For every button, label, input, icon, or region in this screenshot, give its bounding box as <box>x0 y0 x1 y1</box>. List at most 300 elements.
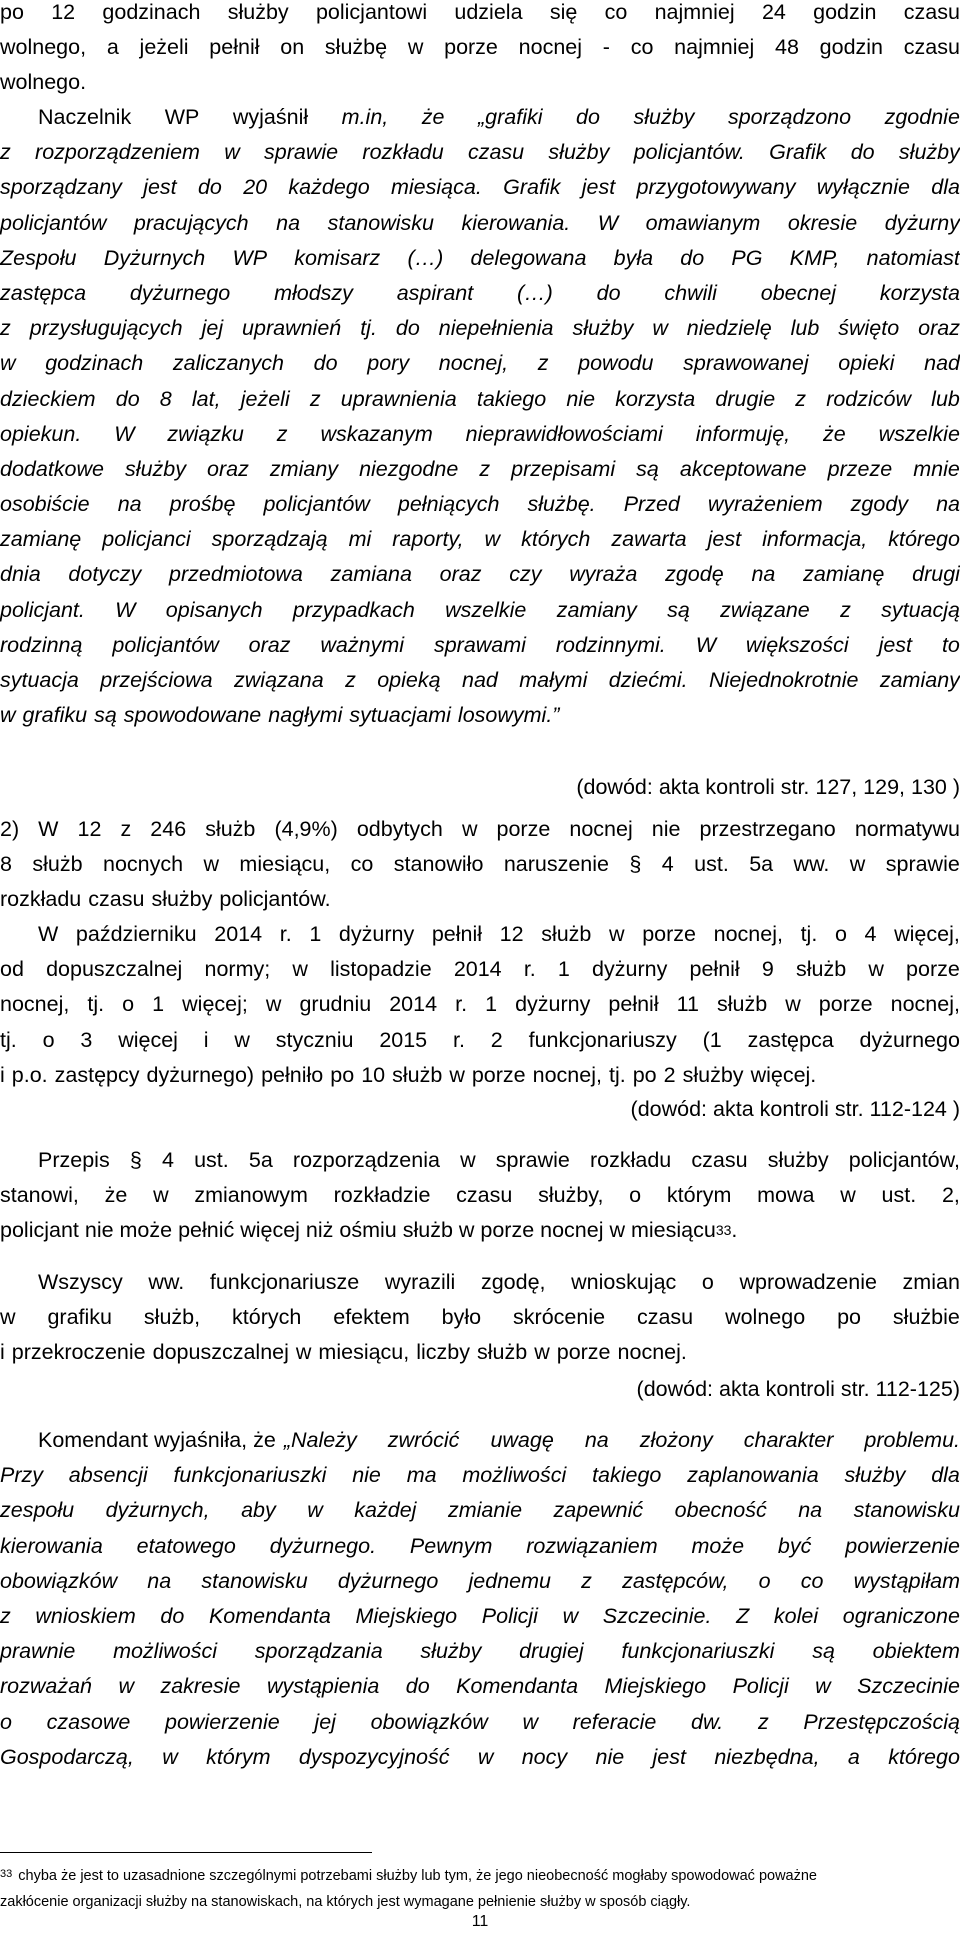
word: pory <box>367 351 410 376</box>
word: Z <box>736 1603 750 1628</box>
word: wolnego. <box>0 70 87 95</box>
word: rozwiązaniem <box>526 1533 658 1558</box>
text-line <box>0 1423 960 1458</box>
word: w <box>477 1744 494 1769</box>
word: 4 <box>864 922 877 946</box>
text-line <box>0 452 960 487</box>
word: Przestępczością <box>803 1709 960 1734</box>
word: najmniej <box>654 0 735 24</box>
word: 4 <box>661 852 674 877</box>
word: tj. <box>87 992 105 1017</box>
word: nocnej <box>569 817 633 841</box>
word: ograniczone <box>842 1603 960 1628</box>
word: mnie <box>913 456 960 481</box>
word: policjanci <box>102 527 191 552</box>
word: sytuacją <box>881 597 960 622</box>
word: § <box>129 1148 142 1172</box>
word: którego <box>888 1744 960 1769</box>
word: nagłymi <box>268 703 343 728</box>
text-line <box>0 987 960 1022</box>
word: „Należy <box>283 1428 357 1452</box>
word: po <box>330 1062 355 1087</box>
word: wystąpiłam <box>853 1568 960 1593</box>
word: jest <box>581 175 616 200</box>
word: a <box>847 1744 860 1769</box>
word: (1 <box>702 1027 722 1052</box>
text-line <box>0 1335 960 1370</box>
word: oraz <box>248 632 291 657</box>
word: ust. <box>194 1148 229 1172</box>
word: służby <box>151 887 213 912</box>
word: Policji <box>481 1603 538 1628</box>
word: tj. <box>360 316 377 341</box>
word: o <box>758 1568 771 1593</box>
word: służby <box>844 1463 906 1488</box>
word: prośbę <box>169 492 236 517</box>
word: 1 <box>557 957 570 982</box>
word: miesiącu, <box>318 1340 410 1365</box>
word: sprawami <box>433 632 526 657</box>
word: służby <box>633 105 695 129</box>
text-line <box>0 1529 960 1564</box>
word: delegowana <box>470 245 587 270</box>
word: chwili <box>664 280 717 305</box>
text-line <box>0 952 960 987</box>
word: służby <box>767 1148 829 1172</box>
word: KMP, <box>789 245 840 270</box>
word: porze <box>471 1062 526 1087</box>
word: 5a <box>749 852 774 877</box>
word: grudniu <box>299 992 372 1017</box>
word: referacie <box>572 1709 657 1734</box>
word: charakter <box>743 1428 834 1452</box>
word: być <box>777 1533 812 1558</box>
word: 20 <box>243 175 268 200</box>
word: komisarz <box>294 245 381 270</box>
word: uprawnień <box>242 316 342 341</box>
word: do <box>850 140 875 165</box>
evidence-citation: (dowód: akta kontroli str. 112-124 ) <box>630 1097 960 1121</box>
word: 12 <box>499 922 524 946</box>
word: dyżurnych, <box>105 1498 210 1523</box>
word: listopadzie <box>330 957 432 982</box>
word: nieprawidłowościami <box>465 421 663 446</box>
word: z <box>0 1603 11 1628</box>
paragraph-point-2 <box>0 812 960 918</box>
word: dw. <box>691 1709 724 1734</box>
word: Wszyscy <box>38 1270 123 1294</box>
word: W <box>115 597 136 622</box>
word: oraz <box>439 562 482 587</box>
word: zastępcy <box>54 1062 140 1087</box>
text-line <box>0 882 960 917</box>
word: w <box>562 1603 579 1628</box>
word: rodzinnymi. <box>555 632 666 657</box>
word: których <box>521 527 591 552</box>
word: 10 <box>361 1062 386 1087</box>
text-line <box>0 1599 960 1634</box>
word: z <box>120 817 132 841</box>
word: PG <box>731 245 763 270</box>
word: 8 <box>0 852 12 877</box>
word: do <box>197 175 222 200</box>
footnote <box>0 1861 960 1915</box>
word: dyżurny <box>884 210 960 235</box>
word: Grafik <box>769 140 827 165</box>
word: w <box>815 1674 831 1699</box>
word: i <box>0 1340 5 1365</box>
word: pełnił <box>608 992 659 1017</box>
word: 2 <box>663 1062 676 1087</box>
word: dla <box>931 175 960 200</box>
word: dotyczy <box>68 562 142 587</box>
word: 4 <box>161 1148 174 1172</box>
word: co <box>800 1568 824 1593</box>
word: wskazanym <box>320 421 433 446</box>
word: obowiązków <box>0 1568 118 1593</box>
word: miesiąca. <box>391 175 482 200</box>
word: uwagę <box>490 1428 554 1452</box>
word: Przy <box>0 1463 43 1488</box>
word: więcej; <box>182 992 248 1017</box>
text-line <box>0 628 960 663</box>
word: pełniących <box>397 492 500 517</box>
word: na <box>936 492 960 517</box>
word: kierowania <box>0 1533 103 1558</box>
word: wnioskując <box>571 1270 677 1294</box>
word: sytuacjami <box>349 703 451 728</box>
word: przekroczenie <box>11 1340 146 1365</box>
word: o <box>834 922 847 946</box>
word: wyrazili <box>384 1270 456 1294</box>
word: ust. <box>881 1183 917 1208</box>
word: październiku <box>75 922 197 946</box>
word: grafiku <box>47 1305 112 1330</box>
word: niezgodne <box>359 456 459 481</box>
text-line <box>0 1058 960 1093</box>
word: Pewnym <box>409 1533 493 1558</box>
word: do <box>313 351 338 376</box>
footnote-reference[interactable]: 33 <box>715 1222 732 1239</box>
word: 3 <box>80 1027 93 1052</box>
word: czasu <box>467 140 525 165</box>
word: sporządzany <box>0 175 122 200</box>
text-line <box>0 1740 960 1775</box>
word: w <box>265 992 282 1017</box>
word: że <box>823 421 846 446</box>
word: (…) <box>407 245 444 270</box>
word: i <box>203 1027 209 1052</box>
word: zamiana <box>330 562 412 587</box>
word: rodziców <box>826 386 912 411</box>
word: 9 <box>761 957 774 982</box>
word: nocnej, <box>713 922 783 946</box>
word: dyżurnego. <box>269 1533 377 1558</box>
text-line <box>0 847 960 882</box>
word: czasowe <box>46 1709 131 1734</box>
word: dyżurny <box>338 922 415 946</box>
word: spowodowane <box>123 703 262 728</box>
word: porze <box>556 1340 611 1365</box>
word: nocnej, <box>532 1062 602 1087</box>
word: takiego <box>476 386 547 411</box>
word: na <box>117 492 142 517</box>
word: czasu <box>88 887 145 912</box>
word: jeżeli <box>240 386 290 411</box>
word: rozkładu <box>362 140 444 165</box>
word: dziećmi. <box>608 668 688 692</box>
word: przepisami <box>511 456 616 481</box>
word: przygotowywany <box>636 175 796 200</box>
word: do <box>596 280 621 305</box>
word: porze <box>642 922 696 946</box>
word: funkcjonariusze <box>209 1270 360 1294</box>
word: korzysta <box>879 280 960 305</box>
word: o <box>122 992 135 1017</box>
word: obiektem <box>872 1639 960 1664</box>
word: wyrażeniem <box>707 492 823 517</box>
word: z <box>479 456 491 481</box>
word: odbytych <box>356 817 443 841</box>
word: na <box>751 562 776 587</box>
word: stanowisku <box>327 210 434 235</box>
word: nie <box>651 817 681 841</box>
word: do <box>576 105 600 129</box>
word: służb <box>392 1062 443 1087</box>
word: ważnymi <box>320 632 405 657</box>
word: 12 <box>77 817 102 841</box>
word: zmianowym <box>194 1183 308 1208</box>
text-line <box>0 522 960 557</box>
text-line <box>0 663 960 698</box>
paragraph-monthly-breakdown <box>0 917 960 1093</box>
word: sprawie <box>495 1148 570 1172</box>
text-line <box>0 100 960 135</box>
word: o <box>701 1270 714 1294</box>
word: przypadkach <box>292 597 415 622</box>
word: dyspozycyjność <box>298 1744 450 1769</box>
paragraph-consent <box>0 1265 960 1371</box>
text-line <box>0 311 960 346</box>
word: takiego <box>592 1463 662 1488</box>
word: możliwości <box>113 1639 217 1664</box>
word: okresie <box>787 210 858 235</box>
word: opieką <box>377 668 441 692</box>
word: w <box>0 703 16 728</box>
word: osobiście <box>0 492 90 517</box>
text-line <box>0 812 960 847</box>
word: dyżurny <box>515 992 591 1017</box>
word: W <box>38 922 59 946</box>
word: zespołu <box>0 1498 75 1523</box>
word: złożony <box>639 1428 713 1452</box>
word: co <box>604 0 628 24</box>
word: sporządzono <box>727 105 852 129</box>
word: 246 <box>150 817 187 841</box>
word: czasu <box>903 0 960 24</box>
word: dla <box>931 1463 960 1488</box>
word: zgodę, <box>480 1270 546 1294</box>
text-line <box>0 1143 960 1178</box>
word: miesiącu, <box>239 852 331 877</box>
word: święto <box>838 316 900 341</box>
evidence-citation: (dowód: akta kontroli str. 127, 129, 130 ) <box>576 775 960 799</box>
word: była <box>613 245 654 270</box>
text-line <box>0 276 960 311</box>
word: zwrócić <box>387 1428 460 1452</box>
word: najmniej <box>674 35 755 60</box>
word: zamiany <box>556 597 637 622</box>
word: godzinach <box>45 351 144 376</box>
word: przejściowa <box>100 668 213 692</box>
word: więcej. <box>750 1062 817 1087</box>
word: możliwości <box>462 1463 567 1488</box>
text-line <box>0 917 960 952</box>
word: dopuszczalnej <box>46 957 183 982</box>
word: oraz <box>918 316 960 341</box>
word: służbę <box>324 35 388 60</box>
paragraph-komendant-quote <box>0 1423 960 1775</box>
word: stanowi, <box>0 1183 79 1208</box>
word: z <box>840 597 851 622</box>
text-line <box>0 241 960 276</box>
word: z <box>757 1709 769 1734</box>
word: wszelkie <box>445 597 527 622</box>
word: to <box>941 632 960 657</box>
word: rozkładu <box>589 1148 672 1172</box>
word: efektem <box>333 1305 410 1330</box>
word: rozporządzenia <box>292 1148 440 1172</box>
word: informacja, <box>762 527 868 552</box>
word: czasu <box>691 1148 748 1172</box>
word: zgody <box>850 492 909 517</box>
word: zgodę <box>665 562 724 587</box>
footnote-number: 33 <box>0 1868 13 1880</box>
word: (…) <box>517 280 553 305</box>
text-line <box>0 382 960 417</box>
word: z <box>581 1568 592 1593</box>
word: sprawowanej <box>683 351 809 376</box>
word: o <box>629 1183 642 1208</box>
komendant-intro: Komendant wyjaśniła, że <box>38 1428 276 1452</box>
word: (4,9%) <box>274 817 338 841</box>
word: w <box>407 35 424 60</box>
word: 2 <box>490 1027 503 1052</box>
word: na <box>584 1428 609 1452</box>
word: 24 <box>761 0 786 24</box>
word: mi <box>348 527 372 552</box>
word: p.o. <box>11 1062 48 1087</box>
word: obecność <box>674 1498 767 1523</box>
word: w <box>868 957 884 982</box>
word: dyżurnego <box>337 1568 439 1593</box>
word: pracujących <box>133 210 249 235</box>
word: przedmiotowa <box>169 562 303 587</box>
word: jednemu <box>468 1568 551 1593</box>
word: informuję, <box>695 421 791 446</box>
word: że <box>104 1183 128 1208</box>
text-line <box>0 1705 960 1740</box>
word: w <box>461 817 478 841</box>
word: opieki <box>838 351 895 376</box>
word: i <box>0 1062 5 1087</box>
word: w <box>484 527 501 552</box>
text-line <box>0 1300 960 1335</box>
word: nocnej <box>518 35 583 60</box>
word: dzieckiem <box>0 386 96 411</box>
word: zakresie <box>160 1674 241 1699</box>
word: policjantów. <box>633 140 745 165</box>
text-line <box>0 1213 960 1248</box>
word: w <box>534 1340 550 1365</box>
word: dodatkowe <box>0 456 104 481</box>
word: zmianie <box>447 1498 523 1523</box>
text-line <box>0 1178 960 1213</box>
word: niepełnienia <box>438 316 554 341</box>
word: służby <box>572 316 634 341</box>
word: Szczecinie. <box>602 1603 712 1628</box>
word: dyżurny <box>592 957 668 982</box>
text-line <box>0 206 960 241</box>
word: naruszenie <box>503 852 609 877</box>
word: służb <box>477 1340 528 1365</box>
word: służb <box>32 852 83 877</box>
word: służby <box>420 1639 482 1664</box>
word: jest <box>878 632 913 657</box>
page-number: 11 <box>471 1913 489 1930</box>
word: drugiej <box>519 1639 584 1664</box>
komendant-quote-start <box>284 1423 960 1458</box>
word: stanowiło <box>393 852 484 877</box>
word: Zespołu <box>0 245 77 270</box>
word: nocnej. <box>617 1340 687 1365</box>
word: uprawnienia <box>340 386 457 411</box>
word: są <box>667 597 690 622</box>
word: sprawie <box>264 140 339 165</box>
evidence-citation: (dowód: akta kontroli str. 112-125) <box>636 1377 960 1401</box>
word: pełnił <box>209 35 260 60</box>
word: korzysta <box>615 386 696 411</box>
word: w <box>840 1183 856 1208</box>
word: służb <box>541 922 592 946</box>
regulation-period: . <box>731 1218 738 1243</box>
word: natomiast <box>866 245 960 270</box>
footnote-divider <box>0 1852 372 1853</box>
word: służby, <box>538 1183 604 1208</box>
word: tj. <box>608 1062 626 1087</box>
word: po <box>837 1305 861 1330</box>
word: rozporządzeniem <box>35 140 200 165</box>
word: każdego <box>288 175 370 200</box>
word: niedzielę <box>686 316 772 341</box>
word: tj. <box>0 1027 17 1052</box>
word: dyżurnego <box>859 1027 960 1052</box>
word: że <box>421 105 445 129</box>
word: w <box>295 1340 312 1365</box>
word: służby <box>227 0 289 24</box>
word: do <box>680 245 705 270</box>
word: Komendanta <box>456 1674 579 1699</box>
word: ma <box>406 1463 437 1488</box>
word: powierzenie <box>845 1533 960 1558</box>
word: rozkładu <box>0 887 82 912</box>
word: nocnej, <box>0 992 70 1017</box>
word: w <box>449 1062 465 1087</box>
word: Niejednokrotnie <box>709 668 859 692</box>
word: związane <box>720 597 810 622</box>
word: porze <box>818 992 873 1017</box>
word: WP <box>164 105 200 129</box>
